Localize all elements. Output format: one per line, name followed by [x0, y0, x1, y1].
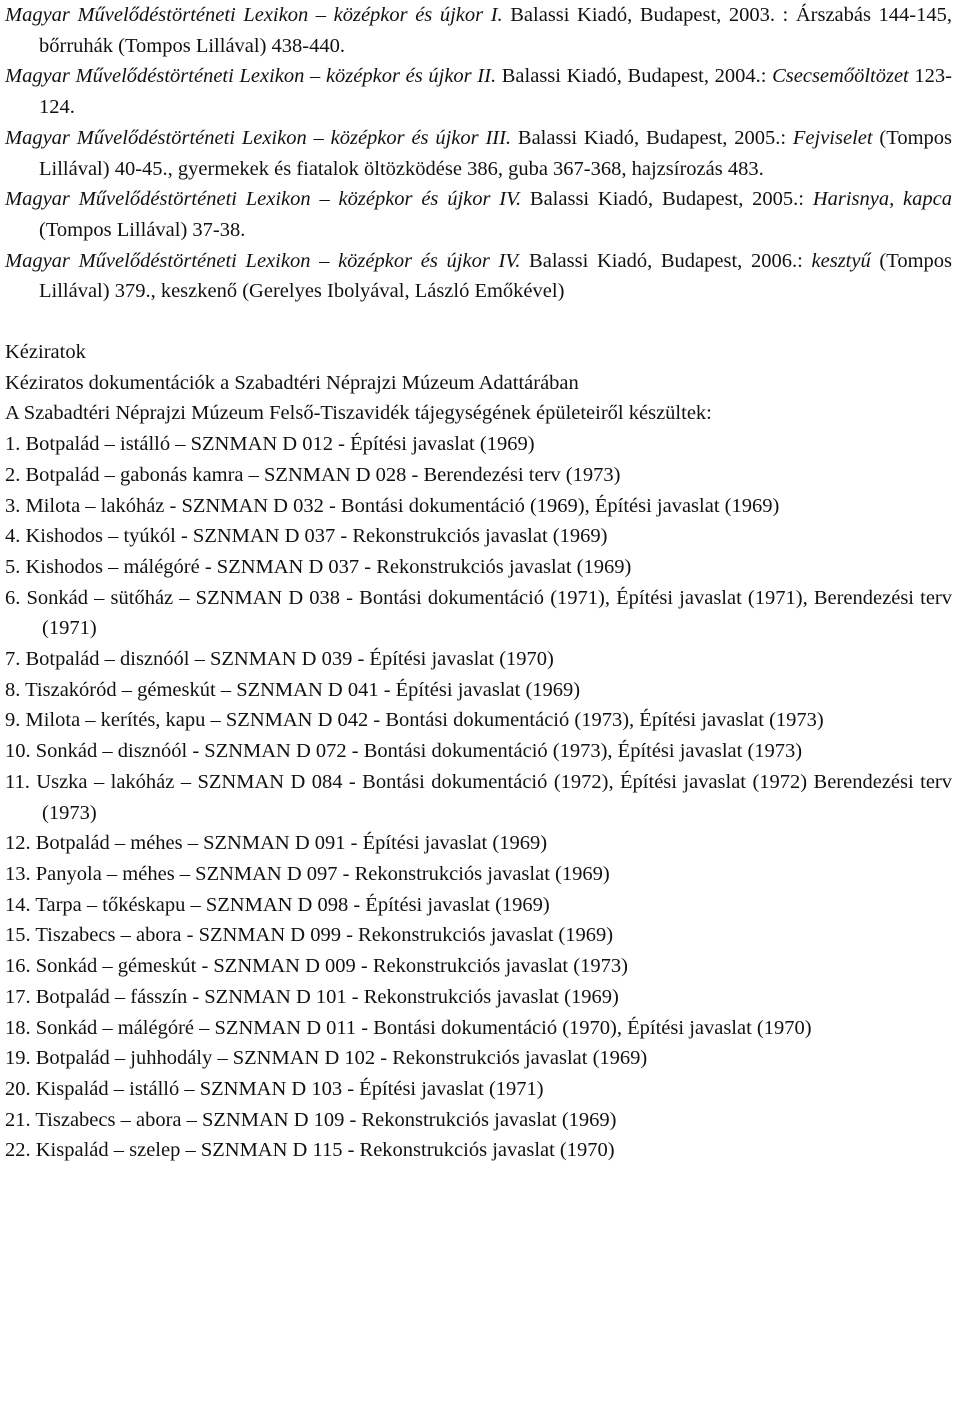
list-item: 11. Uszka – lakóház – SZNMAN D 084 - Bontási dokumentáció (1972), Építési javaslat (1972) Berendezési terv (1973)	[5, 770, 952, 824]
reference-title: Magyar Művelődéstörténeti Lexikon – középkor és újkor II.	[5, 65, 497, 88]
reference-title: Magyar Művelődéstörténeti Lexikon – középkor és újkor I.	[5, 4, 503, 26]
list-item: 5. Kishodos – málégóré - SZNMAN D 037 - Rekonstrukciós javaslat (1969)	[5, 555, 632, 578]
reference-details: Balassi Kiadó, Budapest, 2004.:	[496, 65, 773, 88]
list-item: 22. Kispalád – szelep – SZNMAN D 115 - Rekonstrukciós javaslat (1970)	[5, 1139, 615, 1162]
reference-topic: Csecsemőöltözet	[772, 65, 909, 88]
list-item: 3. Milota – lakóház - SZNMAN D 032 - Bontási dokumentáció (1969), Építési javaslat (1969)	[5, 494, 780, 517]
reference-entry	[5, 123, 952, 184]
list-item: 4. Kishodos – tyúkól - SZNMAN D 037 - Rekonstrukciós javaslat (1969)	[5, 525, 608, 548]
list-item: 20. Kispalád – istálló – SZNMAN D 103 - Építési javaslat (1971)	[5, 1077, 544, 1100]
list-item: 18. Sonkád – málégóré – SZNMAN D 011 - Bontási dokumentáció (1970), Építési javaslat (1970)	[5, 1016, 812, 1039]
list-item: 7. Botpalád – disznóól – SZNMAN D 039 - Építési javaslat (1970)	[5, 648, 554, 671]
list-item: 21. Tiszabecs – abora – SZNMAN D 109 - Rekonstrukciós javaslat (1969)	[5, 1108, 617, 1131]
list-item: 16. Sonkád – gémeskút - SZNMAN D 009 - Rekonstrukciós javaslat (1973)	[5, 955, 628, 978]
reference-details: Balassi Kiadó, Budapest, 2005.:	[521, 188, 813, 211]
list-item: 2. Botpalád – gabonás kamra – SZNMAN D 028 - Berendezési terv (1973)	[5, 463, 621, 486]
list-item: 19. Botpalád – juhhodály – SZNMAN D 102 - Rekonstrukciós javaslat (1969)	[5, 1047, 648, 1070]
subsection-heading: Kéziratos dokumentációk a Szabadtéri Néprajzi Múzeum Adattárában	[5, 371, 579, 394]
intro-region-name: Felső-Tiszavidék	[269, 402, 410, 425]
reference-pages: (Tompos Lillával) 40-45., gyermekek és fiatalok öltözködése 386, guba 367-368, hajzsírozás 483.	[39, 126, 952, 180]
reference-topic: Harisnya, kapca	[812, 188, 952, 211]
list-item: 9. Milota – kerítés, kapu – SZNMAN D 042 - Bontási dokumentáció (1973), Építési javaslat (1973)	[5, 709, 824, 732]
reference-entry	[5, 0, 952, 61]
reference-list	[5, 0, 952, 307]
reference-details: Balassi Kiadó, Budapest, 2006.:	[520, 249, 812, 272]
reference-topic: kesztyű	[811, 249, 871, 272]
list-item: 17. Botpalád – fásszín - SZNMAN D 101 - Rekonstrukciós javaslat (1969)	[5, 985, 619, 1008]
reference-title: Magyar Művelődéstörténeti Lexikon – középkor és újkor III.	[5, 126, 512, 149]
reference-title: Magyar Művelődéstörténeti Lexikon – középkor és újkor IV.	[5, 249, 521, 272]
reference-entry	[5, 184, 952, 245]
reference-entry	[5, 246, 952, 307]
list-item: 1. Botpalád – istálló – SZNMAN D 012 - Építési javaslat (1969)	[5, 433, 535, 456]
list-item: 14. Tarpa – tőkéskapu – SZNMAN D 098 - Építési javaslat (1969)	[5, 893, 550, 916]
list-item: 8. Tiszakóród – gémeskút – SZNMAN D 041 - Építési javaslat (1969)	[5, 678, 581, 701]
reference-entry	[5, 61, 952, 122]
list-item: 12. Botpalád – méhes – SZNMAN D 091 - Építési javaslat (1969)	[5, 832, 548, 855]
list-item: 13. Panyola – méhes – SZNMAN D 097 - Rekonstrukciós javaslat (1969)	[5, 862, 610, 885]
manuscript-list	[5, 429, 952, 1166]
intro-text-start: A Szabadtéri Néprajzi Múzeum	[5, 402, 270, 425]
list-item: 10. Sonkád – disznóól - SZNMAN D 072 - Bontási dokumentáció (1973), Építési javaslat (1973)	[5, 740, 803, 763]
reference-topic: Fejviselet	[792, 126, 873, 149]
intro-text-end: tájegységének épületeiről készültek:	[409, 402, 712, 425]
intro-paragraph	[5, 398, 952, 429]
reference-title: Magyar Művelődéstörténeti Lexikon – középkor és újkor IV.	[5, 188, 522, 211]
list-item: 15. Tiszabecs – abora - SZNMAN D 099 - Rekonstrukciós javaslat (1969)	[5, 924, 614, 947]
reference-pages: 123-124.	[39, 65, 953, 119]
reference-details: Balassi Kiadó, Budapest, 2005.:	[511, 126, 793, 149]
section-heading: Kéziratok	[5, 341, 86, 364]
reference-details: Balassi Kiadó, Budapest, 2003. : Árszabás 144-145, bőrruhák (Tompos Lillával) 438-440.	[39, 4, 952, 57]
reference-pages: (Tompos Lillával) 37-38.	[39, 218, 246, 241]
reference-pages: (Tompos Lillával) 379., keszkenő (Gerelyes Ibolyával, László Emőkével)	[39, 249, 953, 303]
section-spacer	[5, 307, 952, 337]
list-item: 6. Sonkád – sütőház – SZNMAN D 038 - Bontási dokumentáció (1971), Építési javaslat (1971), Berendezési terv (1971)	[5, 586, 952, 640]
